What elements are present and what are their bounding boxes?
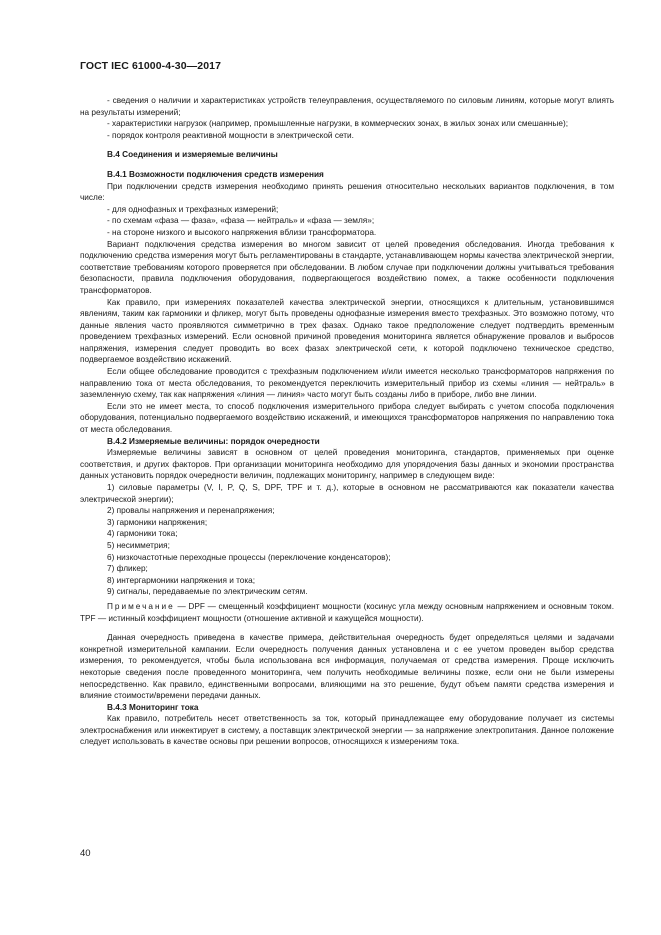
paragraph: При подключении средств измерения необходимо принять решения относительно нескольких вариантов подключения, в том числе: [80, 181, 614, 203]
document-body [80, 95, 614, 748]
list-item: 6) низкочастотные переходные процессы (переключение конденсаторов); [107, 552, 391, 562]
list-item: - порядок контроля реактивной мощности в электрической сети. [107, 130, 354, 140]
paragraph: Если общее обследование проводится с трехфазным подключением и/или имеется несколько трансформаторов напряжения по направлению тока от места обследования, то рекомендуется переключить измерительный прибор из схемы «линия — нейтраль» в заземленную схему, так как напряжения «линия — линия» часто могут быть созданы либо в приборе, либо вне линии. [80, 367, 614, 400]
list-item: 4) гармоники тока; [107, 529, 178, 539]
list-item: 3) гармоники напряжения; [107, 517, 208, 527]
list-item: 1) силовые параметры (V, I, P, Q, S, DPF, TPF и т. д.), которые в основном не рассматриваются как показатели качества электрической энергии); [80, 483, 614, 504]
paragraph: Вариант подключения средства измерения во многом зависит от целей проведения обследования. Иногда требования к подключению средства измерения могут быть регламентированы в стандарте, устанавливающем нормы качества электрической энергии, соответствие требованиям которого проверяется при обследовании. В любом случае при подключении должны учитываться требования безопасности, правила подключения оборудования, подвергающегося воздействию помех, а также особенности подключения трансформаторов. [80, 239, 614, 295]
paragraph: Данная очередность приведена в качестве примера, действительная очередность будет определяться целями и задачами конкретной измерительной кампании. Если очередность получения данных установлена и с ее учетом проведен выбор средства измерения, то рекомендуется, чтобы была использована вся информация, получаемая от средства измерения. Проще исключить некоторые сведения после проведенного мониторинга, чем получить необходимые величины позже, если они не были измерены непосредственно. Как правило, единственными вопросами, влияющими на это решение, будут объем памяти средства измерения и влияние стоимости/времени передачи данных. [80, 633, 614, 701]
section-b42-heading: B.4.2 Измеряемые величины: порядок очередности [107, 436, 320, 446]
paragraph: Как правило, при измерениях показателей качества электрической энергии, относящихся к длительным, установившимся явлениям, таким как гармоники и фликер, могут быть проведены однофазные измерения вместо трехфазных. Это возможно потому, что данные явления часто проявляются симметрично в трех фазах. Однако такое предположение следует подтвердить временным проведением трехфазных измерений. Если основной причиной проведения мониторинга является обнаружение провалов и выбросов напряжения, измерения следует проводить во всех фазах электрической сети, к которой подключено техническое средство, подвергаемое воздействию искажений. [80, 297, 614, 365]
section-b4-heading: B.4 Соединения и измеряемые величины [107, 150, 278, 160]
page-number: 40 [80, 848, 91, 859]
list-item: 5) несимметрия; [107, 540, 170, 550]
paragraph: Если это не имеет места, то способ подключения измерительного прибора следует выбирать с учетом способа подключения оборудования, потенциально подвергаемого воздействию искажений, и имеющихся трансформаторов напряжения по направлению тока от места обследования. [80, 401, 614, 435]
note-text: — DPF — смещенный коэффициент мощности (косинус угла между основным напряжением и основным током. TPF — истинный коэффициент мощности (отношение активной и кажущейся мощности). [80, 601, 614, 623]
document-header: ГОСТ IEC 61000-4-30—2017 [80, 60, 222, 72]
list-item: 8) интергармоники напряжения и тока; [107, 575, 256, 585]
note-label: Примечание [107, 601, 175, 611]
list-item: 2) провалы напряжения и перенапряжения; [107, 506, 275, 516]
list-item: - сведения о наличии и характеристиках устройств телеуправления, осуществляемого по силовым линиям, которые могут влиять на результаты измерений; [80, 96, 614, 117]
section-b41-heading: B.4.1 Возможности подключения средств измерения [107, 169, 324, 179]
paragraph: Измеряемые величины зависят в основном от целей проведения мониторинга, стандартов, применяемых при оценке соответствия, и других факторов. При организации мониторинга необходимо для упорядочения базы данных и экономии пространства данных установить порядок очередности величин, подлежащих мониторингу, например в следующем виде: [80, 448, 614, 481]
list-item: - характеристики нагрузок (например, промышленные нагрузки, в коммерческих зонах, в жилых зонах или смешанные); [107, 119, 568, 129]
list-item: 7) фликер; [107, 564, 148, 574]
list-item: - на стороне низкого и высокого напряжения вблизи трансформатора. [107, 227, 377, 237]
list-item: - для однофазных и трехфазных измерений; [107, 204, 279, 214]
list-item: 9) сигналы, передаваемые по электрическим сетям. [107, 587, 308, 597]
paragraph: Как правило, потребитель несет ответственность за ток, который принадлежащее ему оборудование получает из системы электроснабжения или инжектирует в систему, а поставщик электрической энергии — за напряжение электропитания. Данное положение следует использовать в качестве основы при решении вопросов, относящихся к измерениям тока. [80, 714, 614, 747]
list-item: - по схемам «фаза — фаза», «фаза — нейтраль» и «фаза — земля»; [107, 216, 375, 226]
note [80, 601, 614, 624]
section-b43-heading: B.4.3 Мониторинг тока [107, 702, 199, 712]
